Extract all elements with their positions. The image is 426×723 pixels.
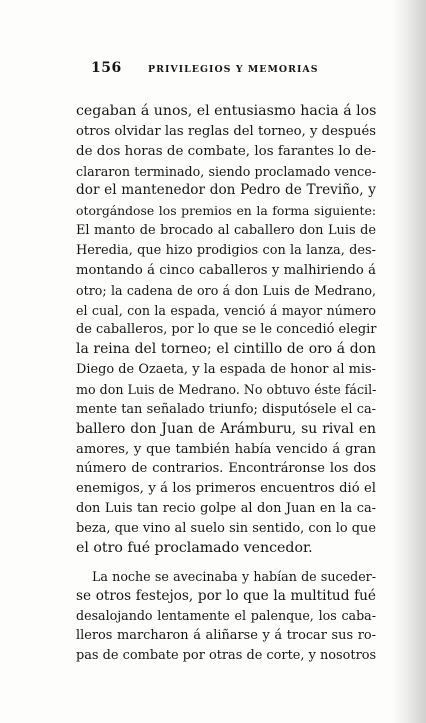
text-line: número de contrarios. Encontráronse los dos bbox=[76, 461, 376, 477]
text-line: Heredia, que hizo prodigios con la lanza, des- bbox=[76, 243, 376, 259]
text-line: lleros marcharon á aliñarse y á trocar sus ro- bbox=[76, 628, 376, 644]
paragraph-gap bbox=[76, 559, 376, 567]
text-line: beza, que vino al suelo sin sentido, con lo que bbox=[76, 521, 376, 537]
page-edge-shadow bbox=[392, 0, 426, 723]
body-text bbox=[76, 102, 376, 666]
text-line: La noche se avecinaba y habían de suceder- bbox=[92, 568, 376, 584]
text-line: pas de combate por otras de corte, y nosotros bbox=[76, 648, 377, 664]
text-line: de caballeros, por lo que se le concedió elegir bbox=[76, 322, 377, 338]
text-line: de dos horas de combate, los farantes lo de- bbox=[76, 143, 376, 159]
running-title: PRIVILEGIOS Y MEMORIAS bbox=[148, 64, 319, 75]
page-number: 156 bbox=[91, 60, 122, 76]
text-line: otorgándose los premios en la forma siguiente: bbox=[76, 203, 376, 219]
paragraph-1 bbox=[76, 102, 376, 559]
text-line: otros olvidar las reglas del torneo, y después bbox=[76, 123, 376, 139]
text-line: se otros festejos, por lo que la multitud fué bbox=[76, 587, 376, 604]
running-head bbox=[91, 60, 377, 82]
text-line: Diego de Ozaeta, y la espada de honor al mis- bbox=[76, 362, 376, 378]
text-line: cegaban á unos, el entusiasmo hacia á los bbox=[76, 103, 377, 119]
text-line: el cual, con la espada, venció á mayor número bbox=[76, 302, 376, 318]
text-line: la reina del torneo; el cintillo de oro á don bbox=[76, 341, 376, 358]
text-line: dor el mantenedor don Pedro de Treviño, y bbox=[76, 182, 376, 199]
text-line: otro; la cadena de oro á don Luis de Medrano, bbox=[76, 282, 376, 298]
text-line: mente tan señalado triunfo; disputósele el ca- bbox=[76, 401, 376, 417]
text-line: clararon terminado, siendo proclamado vence- bbox=[76, 163, 376, 179]
text-line: amores, y que también había vencido á gran bbox=[76, 441, 376, 457]
text-line: el otro fué proclamado vencedor. bbox=[76, 539, 313, 556]
text-line: ballero don Juan de Arámburu, su rival en bbox=[76, 420, 376, 437]
text-line: mo don Luis de Medrano. No obtuvo éste fácil- bbox=[76, 382, 377, 398]
text-line: enemigos, y á los primeros encuentros dió el bbox=[76, 481, 376, 497]
text-line: montando á cinco caballeros y malhiriendo á bbox=[76, 262, 376, 278]
paragraph-2 bbox=[76, 567, 376, 666]
text-line: desalojando lentamente el palenque, los caba- bbox=[76, 608, 376, 624]
text-line: El manto de brocado al caballero don Luis de bbox=[76, 223, 376, 239]
text-line: don Luis tan recio golpe al don Juan en la ca- bbox=[76, 501, 376, 517]
